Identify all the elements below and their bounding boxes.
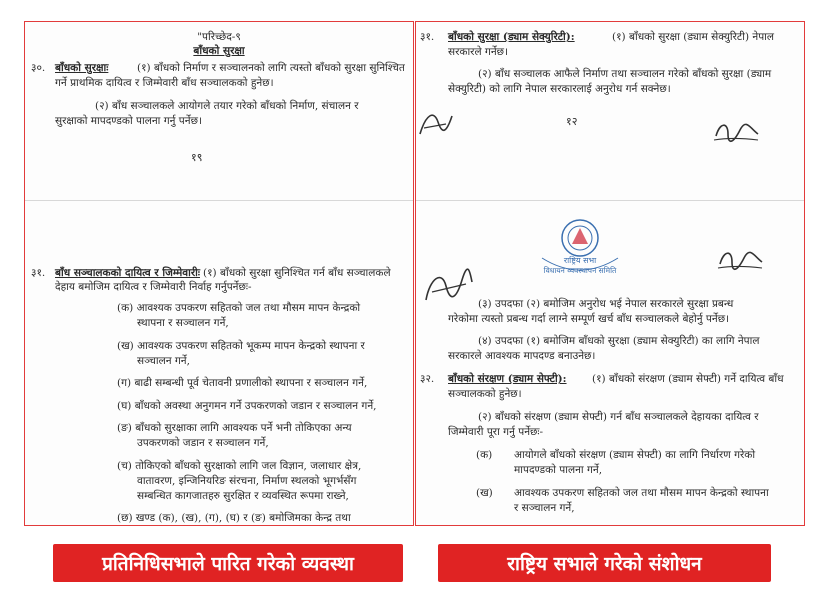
section-31-3-line1: (३) उपदफा (२) बमोजिम अनुरोध भई नेपाल सरकारले सुरक्षा प्रबन्ध	[478, 298, 734, 310]
chapter-title: बाँधको सुरक्षा	[193, 45, 245, 57]
section-31-2-line1: (२) बाँध सञ्चालक आफैले निर्माण तथा सञ्चालन गरेको बाँधको सुरक्षा (ड्याम	[478, 68, 772, 80]
section-32-line1: (१) बाँधको संरक्षण (ड्याम सेफ्टी) गर्ने दायित्व बाँध	[592, 373, 784, 385]
section-30-heading: बाँधको सुरक्षाः	[55, 62, 109, 74]
section-30-line2: गर्ने प्राथमिक दायित्व र जिम्मेवारी बाँध सञ्चालकको हुनेछ।	[55, 77, 274, 89]
list-item: सम्बन्धित कागजातहरु सुरक्षित र व्यवस्थित रूपमा राख्ने,	[137, 490, 349, 502]
list-item: आवश्यक उपकरण सहितको जल तथा मौसम मापन केन्द्रको स्थापना	[514, 487, 769, 499]
section-32-line2: सञ्चालकको हुनेछ।	[448, 388, 522, 400]
section-31-2-line2: सेक्युरिटी) को लागि नेपाल सरकारलाई अनुरोध गर्न सक्नेछ।	[448, 83, 671, 95]
seal-text-2: विधायन व्यवस्थापन समिति	[543, 266, 617, 275]
section-31-4-line2: सरकारले आवश्यक मापदण्ड बनाउनेछ।	[448, 350, 596, 362]
section-31-line1: (१) बाँधको सुरक्षा (ड्याम सेक्युरिटी) नेपाल	[612, 31, 775, 43]
section-32-2-line2: जिम्मेवारी पूरा गर्नु पर्नेछः-	[448, 426, 544, 438]
list-item: (क) आवश्यक उपकरण सहितको जल तथा मौसम मापन केन्द्रको	[117, 302, 361, 314]
list-item: (ख) आवश्यक उपकरण सहितको भूकम्प मापन केन्द्रको स्थापना र	[117, 340, 365, 352]
section-31-line2: सरकारले गर्नेछ।	[448, 46, 509, 58]
section-30-2-line2: सुरक्षाको मापदण्डको पालना गर्नु पर्नेछ।	[55, 115, 202, 127]
section-31-line1: (१) बाँधको सुरक्षा सुनिश्चित गर्न बाँध सञ्चालकले	[203, 267, 391, 279]
list-item: (घ) बाँधको अवस्था अनुगमन गर्ने उपकरणको जडान र सञ्चालन गर्ने,	[117, 400, 377, 412]
left-document-panel	[24, 21, 414, 526]
list-item: आयोगले बाँधको संरक्षण (ड्याम सेफ्टी) का लागि निर्धारण गरेको	[514, 449, 756, 461]
list-item: मापदण्डको पालना गर्ने,	[514, 464, 603, 476]
list-item: र सञ्चालन गर्ने,	[514, 502, 575, 514]
list-item: सञ्चालन गर्ने,	[137, 355, 190, 367]
section-31-4-line1: (४) उपदफा (१) बमोजिम बाँधको सुरक्षा (ड्याम सेक्युरिटी) का लागि नेपाल	[478, 335, 760, 347]
caption-house-of-representatives: प्रतिनिधिसभाले पारित गरेको व्यवस्था	[53, 544, 403, 582]
section-31-number: ३१.	[31, 267, 46, 279]
section-30-number: ३०.	[31, 62, 46, 74]
list-item: स्थापना र सञ्चालन गर्ने,	[137, 317, 229, 329]
page-divider	[25, 200, 413, 201]
right-document-panel	[415, 21, 805, 526]
list-item: (ङ) बाँधको सुरक्षाका लागि आवश्यक पर्ने भनी तोकिएका अन्य	[117, 422, 352, 434]
signature-left-bottom	[422, 266, 476, 306]
signature-right-top	[712, 118, 762, 148]
list-item: उपकरणको जडान र सञ्चालन गर्ने,	[137, 437, 269, 449]
caption-national-assembly: राष्ट्रिय सभाले गरेको संशोधन	[438, 544, 771, 582]
section-31-number: ३१.	[420, 31, 435, 43]
section-32-2-line1: (२) बाँधको संरक्षण (ड्याम सेफ्टी) गर्न बाँध सञ्चालकले देहायका दायित्व र	[478, 411, 759, 423]
page-number: १२	[566, 115, 578, 128]
page-divider	[416, 200, 804, 201]
seal-text-1: राष्ट्रिय सभा	[563, 256, 597, 265]
committee-seal	[536, 218, 624, 278]
signature-left-top	[416, 104, 456, 144]
section-31-3-line2: गरेकोमा त्यस्तो प्रबन्ध गर्दा लाग्ने सम्पूर्ण खर्च बाँध सञ्चालकले बेहोर्नु पर्नेछ।	[448, 313, 730, 325]
list-item-marker: (ख)	[476, 487, 493, 499]
section-31-line2: देहाय बमोजिम दायित्व र जिम्मेवारी निर्वाह गर्नुपर्नेछः-	[55, 281, 252, 293]
section-30-2-line1: (२) बाँध सञ्चालकले आयोगले तयार गरेको बाँधको निर्माण, संचालन र	[95, 100, 359, 112]
section-32-number: ३२.	[420, 373, 435, 385]
chapter-heading: "परिच्छेद-९	[197, 31, 241, 43]
signature-right-bottom	[716, 246, 766, 276]
section-30-line1: (१) बाँधको निर्माण र सञ्चालनको लागि त्यस्तो बाँधको सुरक्षा सुनिश्चित	[137, 62, 405, 74]
page-number: १९	[191, 151, 203, 164]
list-item: (च) तोकिएको बाँधको सुरक्षाको लागि जल विज्ञान, जलाधार क्षेत्र,	[117, 460, 362, 472]
list-item: (ग) बाढी सम्बन्धी पूर्व चेतावनी प्रणालीको स्थापना र सञ्चालन गर्ने,	[117, 377, 368, 389]
list-item: वातावरण, इन्जिनियरिङ संरचना, निर्माण स्थलको भूगर्भसँग	[137, 475, 357, 487]
list-item: (छ) खण्ड (क), (ख), (ग), (घ) र (ङ) बमोजिमका केन्द्र तथा	[117, 512, 351, 524]
list-item-marker: (क)	[476, 449, 493, 461]
section-31-heading: बाँधको सुरक्षा (ड्याम सेक्युरिटी):	[448, 31, 575, 43]
section-32-heading: बाँधको संरक्षण (ड्याम सेफ्टी):	[448, 373, 567, 385]
section-31-heading: बाँध सञ्चालकको दायित्व र जिम्मेवारीः	[55, 267, 200, 279]
